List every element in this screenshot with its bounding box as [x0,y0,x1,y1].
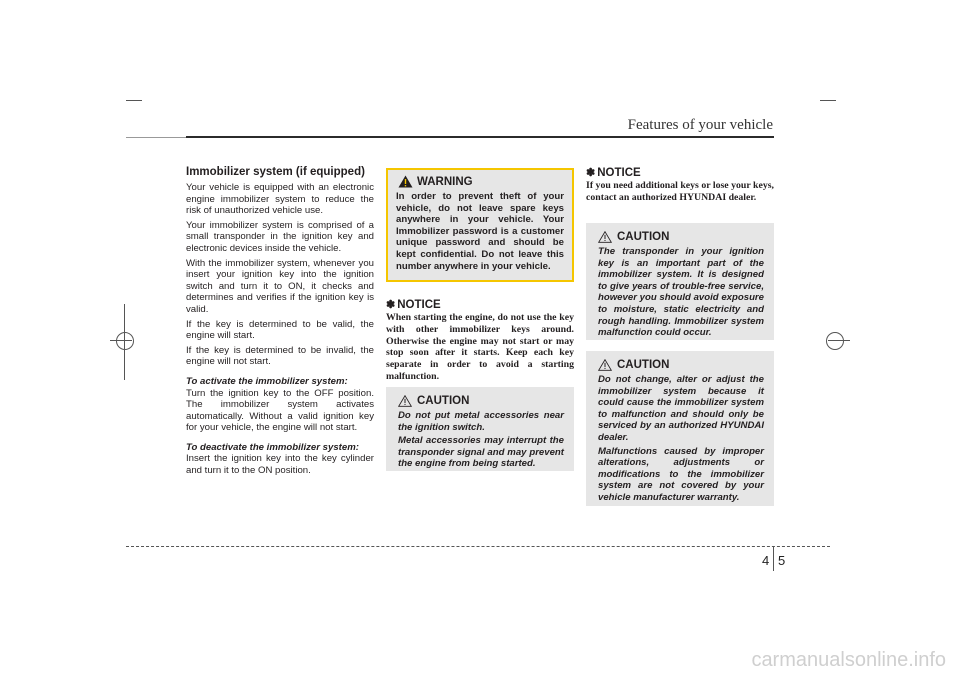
caution-text: Malfunctions caused by improper alterations, adjustments or modifications to the immobilizer system are not covered by your vehicle manufacturer warranty. [598,445,764,503]
caution-triangle-icon [398,395,412,407]
registration-circle [826,332,844,350]
notice-title [386,298,574,311]
registration-circle [116,332,134,350]
caution-box-alteration [586,351,774,506]
notice-text: If you need additional keys or lose your keys, contact an authorized HYUNDAI dealer. [586,180,774,203]
notice-title-text: NOTICE [597,167,641,179]
caution-header [598,231,764,243]
footer-rule [126,546,830,547]
notice-title-text: NOTICE [397,299,441,311]
page-number: 5 [778,553,786,568]
activate-text: Turn the ignition key to the OFF position. The immobilizer system activates automatically. Without a valid ignition key for your vehicle, the engine will not start. [186,387,374,434]
immobilizer-title: Immobilizer system (if equipped) [186,166,365,178]
caution-text: Do not put metal accessories near the ignition switch. [398,410,564,433]
body-paragraph: Your vehicle is equipped with an electronic engine immobilizer system to reduce the risk of unauthorized vehicle use. [186,182,374,217]
warning-triangle-icon [398,175,413,188]
body-paragraph: If the key is determined to be valid, the engine will start. [186,318,374,342]
notice-title [586,166,774,179]
chapter-number: 4 [762,553,770,568]
caution-triangle-icon [598,231,612,243]
notice-text: When starting the engine, do not use the key with other immobilizer keys around. Otherwise the engine may not start or may stop soon after it starts. Keep each key separate in order to avoid a starting malfunction. [386,312,574,382]
page-number-divider [773,546,774,571]
notice-starting [386,298,574,383]
warning-title: WARNING [417,175,473,188]
body-paragraph: Your immobilizer system is comprised of a small transponder in the ignition key and electronic devices inside the vehicle. [186,219,374,254]
caution-title: CAUTION [417,395,470,407]
caution-header [398,395,564,407]
notice-additional-keys [586,166,774,204]
deactivate-heading: To deactivate the immobilizer system: [186,441,359,453]
body-paragraph: With the immobilizer system, whenever you insert your ignition key into the ignition switch and turn it to ON, it checks and determines and verifies if the ignition key is valid. [186,257,374,315]
caution-title: CAUTION [617,231,670,243]
caution-text: Do not change, alter or adjust the immobilizer system because it could cause the immobilizer system to malfunction and should only be serviced by an authorized HYUNDAI dealer. [598,374,764,443]
caution-header [598,359,764,371]
warning-box [386,168,574,282]
crop-mark [820,100,836,101]
warning-header [398,175,564,188]
body-paragraph: If the key is determined to be invalid, the engine will not start. [186,344,374,368]
caution-box-ignition [386,387,574,471]
notice-star-icon: ✽ [386,299,396,311]
header-rule [186,136,774,138]
section-header-title: Features of your vehicle [627,117,773,133]
caution-box-transponder [586,223,774,340]
caution-triangle-icon [598,359,612,371]
activate-heading: To activate the immobilizer system: [186,375,348,387]
caution-text: Metal accessories may interrupt the transponder signal and may prevent the engine from being started. [398,435,564,470]
crop-mark [126,100,142,101]
notice-star-icon: ✽ [586,167,596,179]
deactivate-text: Insert the ignition key into the key cylinder and turn it to the ON position. [186,453,374,477]
header-rule-thin [126,137,186,138]
column-immobilizer [186,166,374,480]
caution-text: The transponder in your ignition key is an important part of the immobilizer system. It is designed to give years of trouble-free service, however you should avoid exposure to moisture, static electricity and rough handling. Immobilizer system malfunction could occur. [598,246,764,339]
watermark: carmanualsonline.info [751,649,946,671]
caution-title: CAUTION [617,359,670,371]
warning-text: In order to prevent theft of your vehicle, do not leave spare keys anywhere in your vehicle. Your Immobilizer password is a customer unique password and should be kept confidential. Do not leave this number anywhere in your vehicle. [396,191,564,272]
